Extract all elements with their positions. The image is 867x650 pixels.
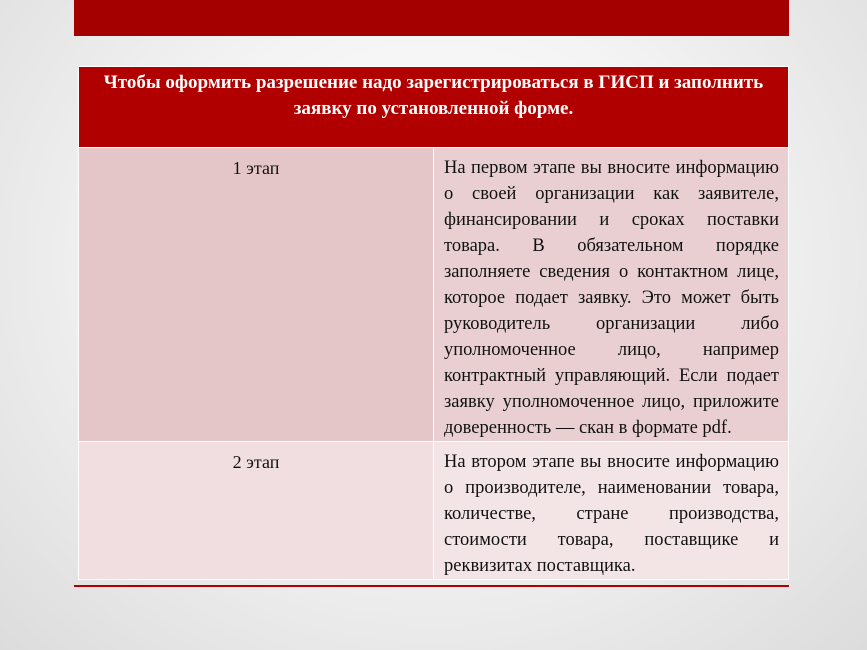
stages-table — [78, 66, 789, 580]
stage-label: 2 этап — [79, 442, 434, 580]
table-row — [79, 442, 789, 580]
table-header-text: Чтобы оформить разрешение надо зарегистрироваться в ГИСП и заполнить заявку по установленной форме. — [103, 72, 764, 119]
table-header-row — [79, 67, 789, 148]
bottom-divider-line — [74, 585, 789, 587]
table-header-cell — [79, 67, 789, 148]
top-accent-bar — [74, 0, 789, 36]
stage-label: 1 этап — [79, 148, 434, 442]
stage-description: На первом этапе вы вносите информацию о своей организации как заявителе, финансировании и сроках поставки товара. В обязательном порядке заполняете сведения о контактном лице, которое подает заявку. Это может быть руководитель организации либо уполномоченное лицо, например контрактный управляющий. Если подает заявку уполномоченное лицо, приложите доверенность — скан в формате pdf. — [434, 148, 789, 442]
stage-description: На втором этапе вы вносите информацию о производителе, наименовании товара, количестве, стране производства, стоимости товара, поставщике и реквизитах поставщика. — [434, 442, 789, 580]
table-row — [79, 148, 789, 442]
